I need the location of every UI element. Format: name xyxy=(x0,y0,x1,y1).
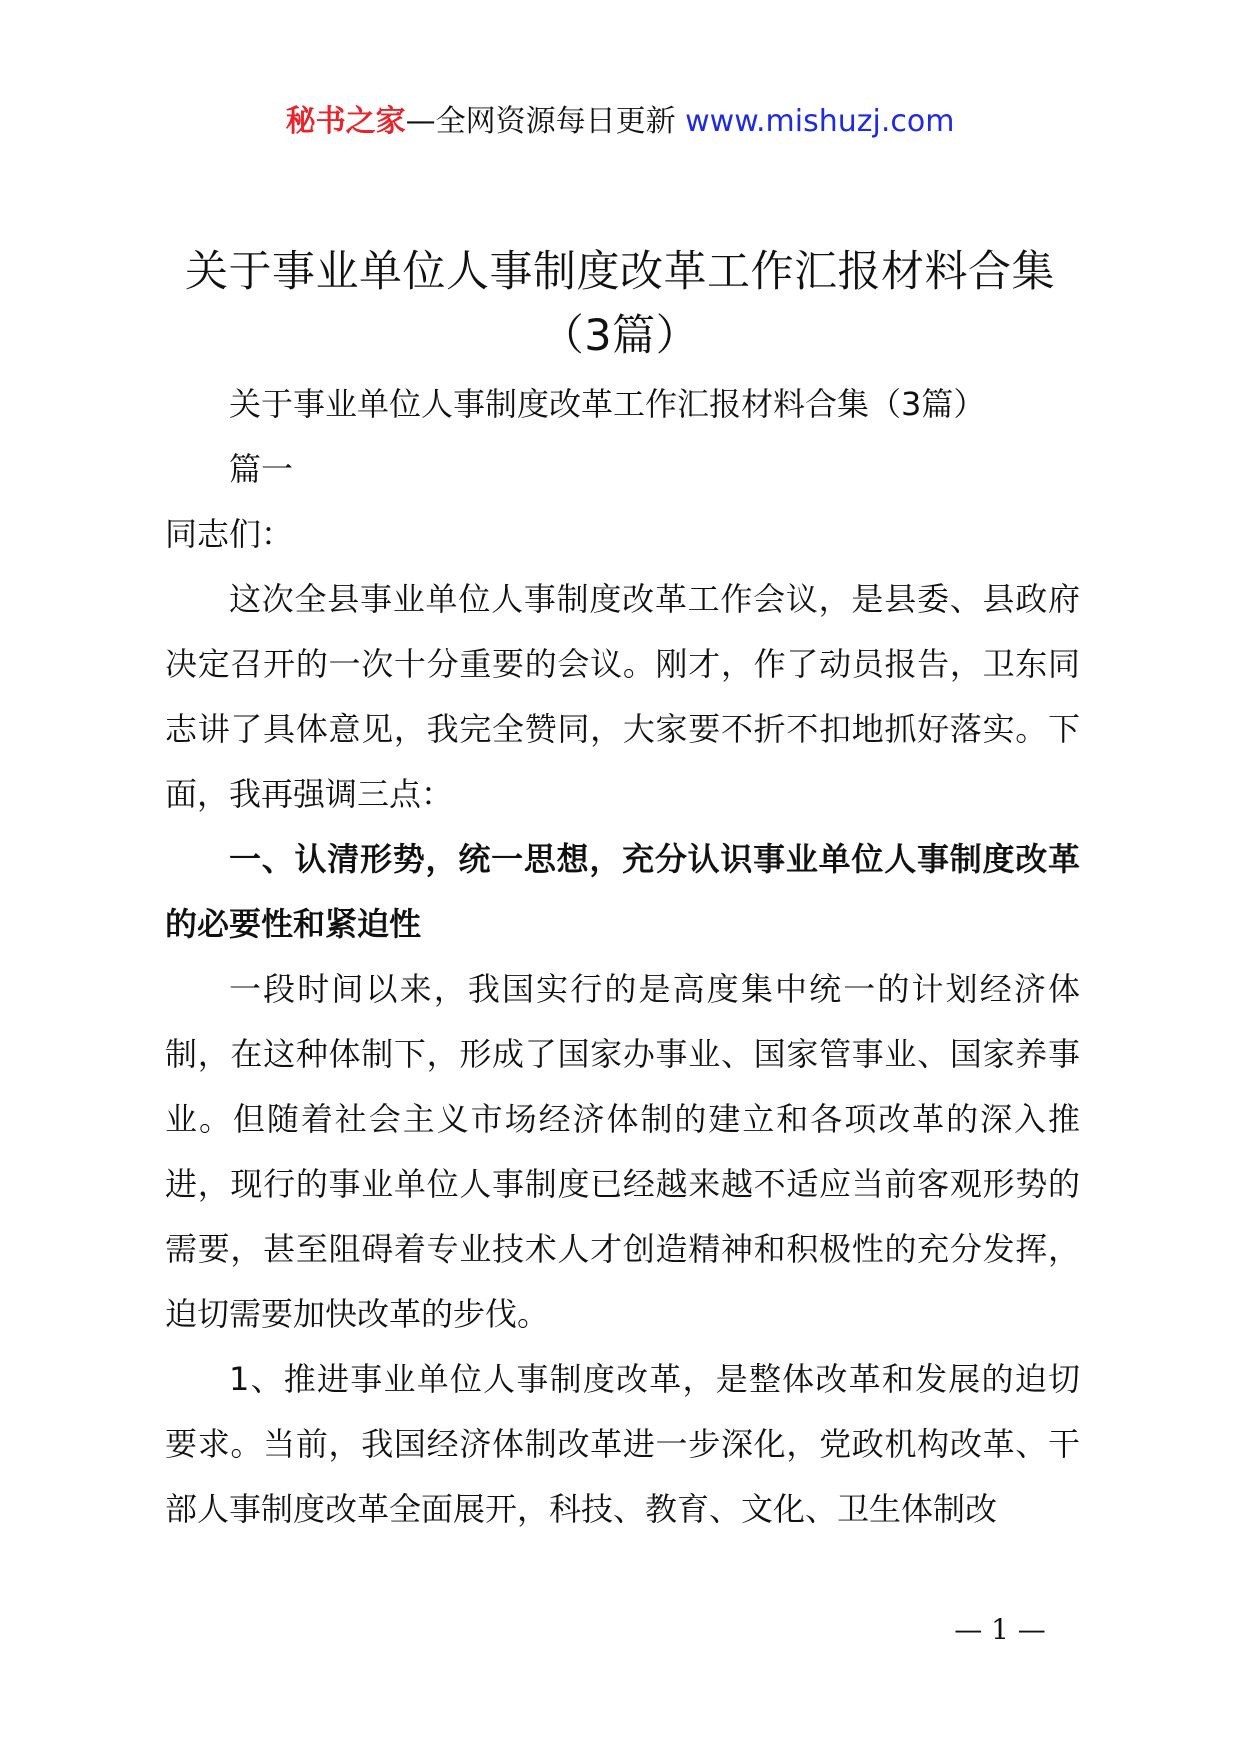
paragraph-3: 1、推进事业单位人事制度改革，是整体改革和发展的迫切要求。当前，我国经济体制改革进一步深化，党政机构改革、干部人事制度改革全面展开，科技、教育、文化、卫生体制改 xyxy=(165,1360,1080,1528)
section-heading-1: 一、认清形势，统一思想，充分认识事业单位人事制度改革的必要性和紧迫性 xyxy=(165,840,1080,943)
site-url[interactable]: www.mishuzj.com xyxy=(685,104,955,139)
document-title xyxy=(150,240,1090,368)
title-line-2: （3篇） xyxy=(540,311,700,361)
site-header xyxy=(0,100,1240,144)
paragraph-2: 一段时间以来，我国实行的是高度集中统一的计划经济体制，在这种体制下，形成了国家办事业、国家管事业、国家养事业。但随着社会主义市场经济体制的建立和各项改革的深入推进，现行的事业单位人事制度已经越来越不适应当前客观形势的需要，甚至阻碍着专业技术人才创造精神和积极性的充分发挥，迫切需要加快改革的步伐。 xyxy=(165,970,1080,1333)
paragraph-1: 这次全县事业单位人事制度改革工作会议，是县委、县政府决定召开的一次十分重要的会议。刚才，作了动员报告，卫东同志讲了具体意见，我完全赞同，大家要不折不扣地抓好落实。下面，我再强调三点： xyxy=(165,580,1080,813)
header-tagline: —全网资源每日更新 xyxy=(405,104,686,139)
page-number: — 1 — xyxy=(954,1613,1046,1646)
title-line-1: 关于事业单位人事制度改革工作汇报材料合集 xyxy=(185,247,1055,297)
document-body xyxy=(165,372,1080,1542)
subtitle: 关于事业单位人事制度改革工作汇报材料合集（3篇） xyxy=(229,385,986,423)
brand-name: 秘书之家 xyxy=(285,104,406,139)
salutation: 同志们： xyxy=(165,515,294,553)
part-label: 篇一 xyxy=(229,450,294,488)
